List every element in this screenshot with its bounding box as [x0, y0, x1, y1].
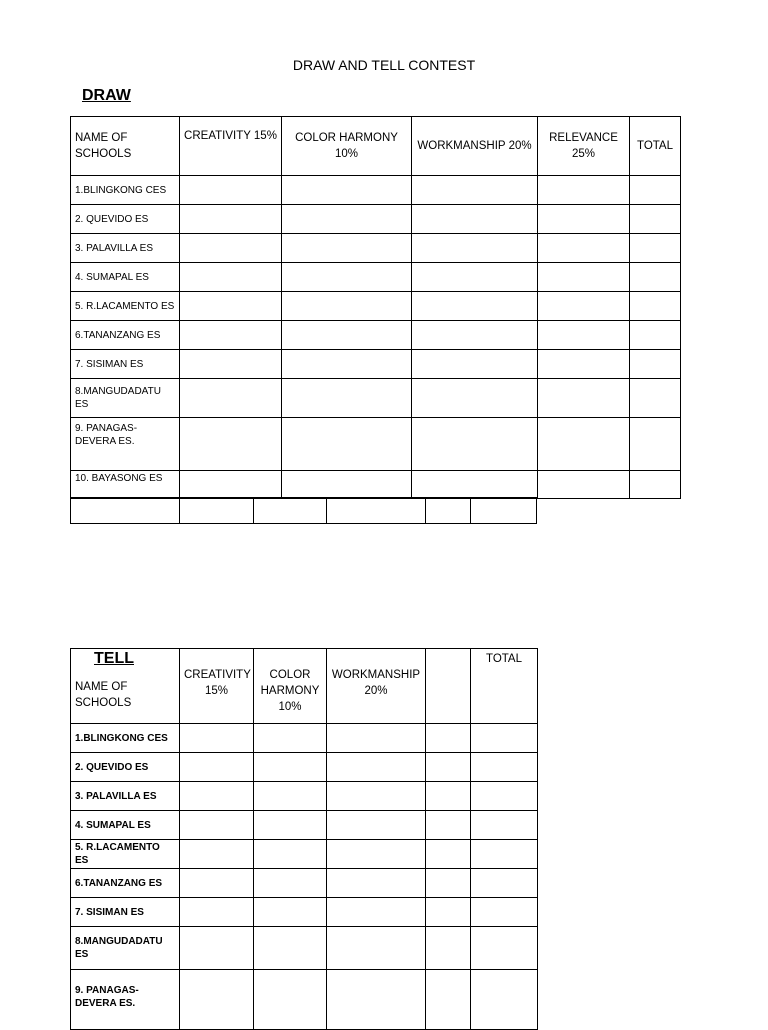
cell-divider: [425, 498, 426, 523]
score-cell[interactable]: [180, 869, 254, 898]
cell-divider: [470, 498, 471, 523]
score-cell[interactable]: [327, 782, 426, 811]
score-cell[interactable]: [327, 869, 426, 898]
total-cell[interactable]: [471, 753, 538, 782]
score-cell[interactable]: [327, 898, 426, 927]
score-cell[interactable]: [180, 321, 282, 350]
table-row: [71, 379, 681, 418]
draw-school-name: 3. PALAVILLA ES: [71, 234, 180, 263]
score-cell[interactable]: [282, 263, 412, 292]
score-cell[interactable]: [180, 898, 254, 927]
table-row: [71, 263, 681, 292]
tell-school-name: 5. R.LACAMENTO ES: [71, 840, 180, 869]
tell-school-name: 4. SUMAPAL ES: [71, 811, 180, 840]
score-cell[interactable]: [327, 970, 426, 1030]
score-cell[interactable]: [412, 234, 538, 263]
draw-name-header: NAME OF SCHOOLS: [71, 117, 180, 176]
draw-school-name: 4. SUMAPAL ES: [71, 263, 180, 292]
cell-divider: [326, 498, 327, 523]
score-cell[interactable]: [180, 811, 254, 840]
total-cell[interactable]: [471, 970, 538, 1030]
total-cell[interactable]: [471, 811, 538, 840]
total-cell[interactable]: [630, 176, 681, 205]
score-cell[interactable]: [412, 263, 538, 292]
total-cell[interactable]: [471, 840, 538, 869]
score-cell[interactable]: [180, 418, 282, 471]
score-cell[interactable]: [282, 321, 412, 350]
table-row: [71, 898, 538, 927]
table-row: [71, 811, 538, 840]
tell-creativity-header: CREATIVITY 15%: [180, 649, 254, 724]
draw-school-name: 10. BAYASONG ES: [71, 471, 180, 499]
score-cell[interactable]: [412, 321, 538, 350]
total-cell[interactable]: [630, 321, 681, 350]
tell-workmanship-header: WORKMANSHIP 20%: [327, 649, 426, 724]
score-cell[interactable]: [282, 350, 412, 379]
score-cell[interactable]: [282, 418, 412, 471]
tell-school-name: 6.TANANZANG ES: [71, 869, 180, 898]
tell-total-header: TOTAL: [471, 649, 538, 724]
score-cell[interactable]: [282, 379, 412, 418]
tell-school-name: 2. QUEVIDO ES: [71, 753, 180, 782]
cell-divider: [253, 498, 254, 523]
total-cell[interactable]: [630, 205, 681, 234]
score-cell[interactable]: [412, 205, 538, 234]
score-cell[interactable]: [538, 379, 630, 418]
table-row: [71, 753, 538, 782]
tell-score-table: [70, 648, 538, 1030]
score-cell[interactable]: [412, 471, 538, 499]
score-cell[interactable]: [538, 234, 630, 263]
draw-section-heading: DRAW: [82, 87, 131, 104]
score-cell[interactable]: [426, 840, 471, 869]
score-cell[interactable]: [180, 350, 282, 379]
draw-color-harmony-header: COLOR HARMONY 10%: [282, 117, 412, 176]
score-cell[interactable]: [180, 176, 282, 205]
document-title: DRAW AND TELL CONTEST: [292, 57, 476, 73]
score-cell[interactable]: [412, 176, 538, 205]
table-row: [71, 292, 681, 321]
score-cell[interactable]: [538, 292, 630, 321]
table-row: [71, 205, 681, 234]
score-cell[interactable]: [282, 471, 412, 499]
draw-workmanship-header: WORKMANSHIP 20%: [412, 117, 538, 176]
tell-color-harmony-header: COLOR HARMONY 10%: [254, 649, 327, 724]
score-cell[interactable]: [180, 234, 282, 263]
table-row: [71, 970, 538, 1030]
draw-school-name: 2. QUEVIDO ES: [71, 205, 180, 234]
table-row: [71, 471, 681, 499]
score-cell[interactable]: [412, 350, 538, 379]
score-cell[interactable]: [254, 869, 327, 898]
draw-school-name: 6.TANANZANG ES: [71, 321, 180, 350]
table-row: [71, 724, 538, 753]
score-cell[interactable]: [538, 321, 630, 350]
total-cell[interactable]: [630, 418, 681, 471]
tell-school-name: 9. PANAGAS-DEVERA ES.: [71, 970, 180, 1030]
score-cell[interactable]: [426, 927, 471, 970]
draw-relevance-header: RELEVANCE 25%: [538, 117, 630, 176]
total-cell[interactable]: [471, 927, 538, 970]
score-cell[interactable]: [180, 840, 254, 869]
score-cell[interactable]: [180, 724, 254, 753]
score-cell[interactable]: [327, 927, 426, 970]
score-cell[interactable]: [538, 205, 630, 234]
draw-school-name: 5. R.LACAMENTO ES: [71, 292, 180, 321]
score-cell[interactable]: [412, 292, 538, 321]
draw-blank-row: [70, 497, 537, 524]
tell-name-header-label: NAME OF SCHOOLS: [75, 681, 132, 709]
total-cell[interactable]: [471, 782, 538, 811]
score-cell[interactable]: [254, 840, 327, 869]
score-cell[interactable]: [180, 205, 282, 234]
score-cell[interactable]: [426, 753, 471, 782]
table-row: [71, 869, 538, 898]
table-row: [71, 321, 681, 350]
table-row: [71, 927, 538, 970]
score-cell[interactable]: [538, 350, 630, 379]
tell-name-header: [71, 649, 180, 724]
table-row: [71, 350, 681, 379]
score-cell[interactable]: [426, 970, 471, 1030]
score-cell[interactable]: [426, 724, 471, 753]
tell-school-name: 8.MANGUDADATU ES: [71, 927, 180, 970]
draw-school-name: 1.BLINGKONG CES: [71, 176, 180, 205]
score-cell[interactable]: [180, 292, 282, 321]
total-cell[interactable]: [630, 350, 681, 379]
total-cell[interactable]: [471, 724, 538, 753]
draw-total-header: TOTAL: [630, 117, 681, 176]
tell-school-name: 1.BLINGKONG CES: [71, 724, 180, 753]
score-cell[interactable]: [254, 927, 327, 970]
score-cell[interactable]: [327, 753, 426, 782]
draw-header-row: [71, 117, 681, 176]
score-cell[interactable]: [412, 379, 538, 418]
total-cell[interactable]: [471, 898, 538, 927]
score-cell[interactable]: [254, 753, 327, 782]
draw-creativity-header: CREATIVITY 15%: [180, 117, 282, 176]
tell-blank-header: [426, 649, 471, 724]
score-cell[interactable]: [180, 263, 282, 292]
score-cell[interactable]: [282, 234, 412, 263]
score-cell[interactable]: [254, 970, 327, 1030]
score-cell[interactable]: [254, 811, 327, 840]
table-row: [71, 176, 681, 205]
tell-school-name: 3. PALAVILLA ES: [71, 782, 180, 811]
score-cell[interactable]: [180, 970, 254, 1030]
table-row: [71, 234, 681, 263]
table-row: [71, 782, 538, 811]
draw-school-name: 8.MANGUDADATU ES: [71, 379, 180, 418]
score-cell[interactable]: [538, 418, 630, 471]
score-cell[interactable]: [538, 263, 630, 292]
draw-score-table: [70, 116, 681, 499]
score-cell[interactable]: [538, 471, 630, 499]
draw-school-name: 7. SISIMAN ES: [71, 350, 180, 379]
score-cell[interactable]: [180, 379, 282, 418]
score-cell[interactable]: [254, 898, 327, 927]
tell-school-name: 7. SISIMAN ES: [71, 898, 180, 927]
score-cell[interactable]: [327, 840, 426, 869]
score-cell[interactable]: [426, 782, 471, 811]
score-cell[interactable]: [180, 927, 254, 970]
score-cell[interactable]: [538, 176, 630, 205]
total-cell[interactable]: [630, 234, 681, 263]
total-cell[interactable]: [630, 263, 681, 292]
draw-school-name: 9. PANAGAS-DEVERA ES.: [71, 418, 180, 471]
total-cell[interactable]: [630, 471, 681, 499]
tell-header-row: [71, 649, 538, 724]
score-cell[interactable]: [282, 205, 412, 234]
score-cell[interactable]: [426, 811, 471, 840]
total-cell[interactable]: [471, 869, 538, 898]
table-row: [71, 840, 538, 869]
cell-divider: [179, 498, 180, 523]
total-cell[interactable]: [630, 379, 681, 418]
tell-section-heading: TELL: [94, 650, 134, 667]
score-cell[interactable]: [180, 753, 254, 782]
score-cell[interactable]: [180, 471, 282, 499]
score-cell[interactable]: [412, 418, 538, 471]
score-cell[interactable]: [426, 869, 471, 898]
score-cell[interactable]: [254, 724, 327, 753]
score-cell[interactable]: [327, 724, 426, 753]
score-cell[interactable]: [282, 292, 412, 321]
score-cell[interactable]: [282, 176, 412, 205]
total-cell[interactable]: [630, 292, 681, 321]
score-cell[interactable]: [426, 898, 471, 927]
score-cell[interactable]: [254, 782, 327, 811]
score-cell[interactable]: [327, 811, 426, 840]
score-cell[interactable]: [180, 782, 254, 811]
table-row: [71, 418, 681, 471]
